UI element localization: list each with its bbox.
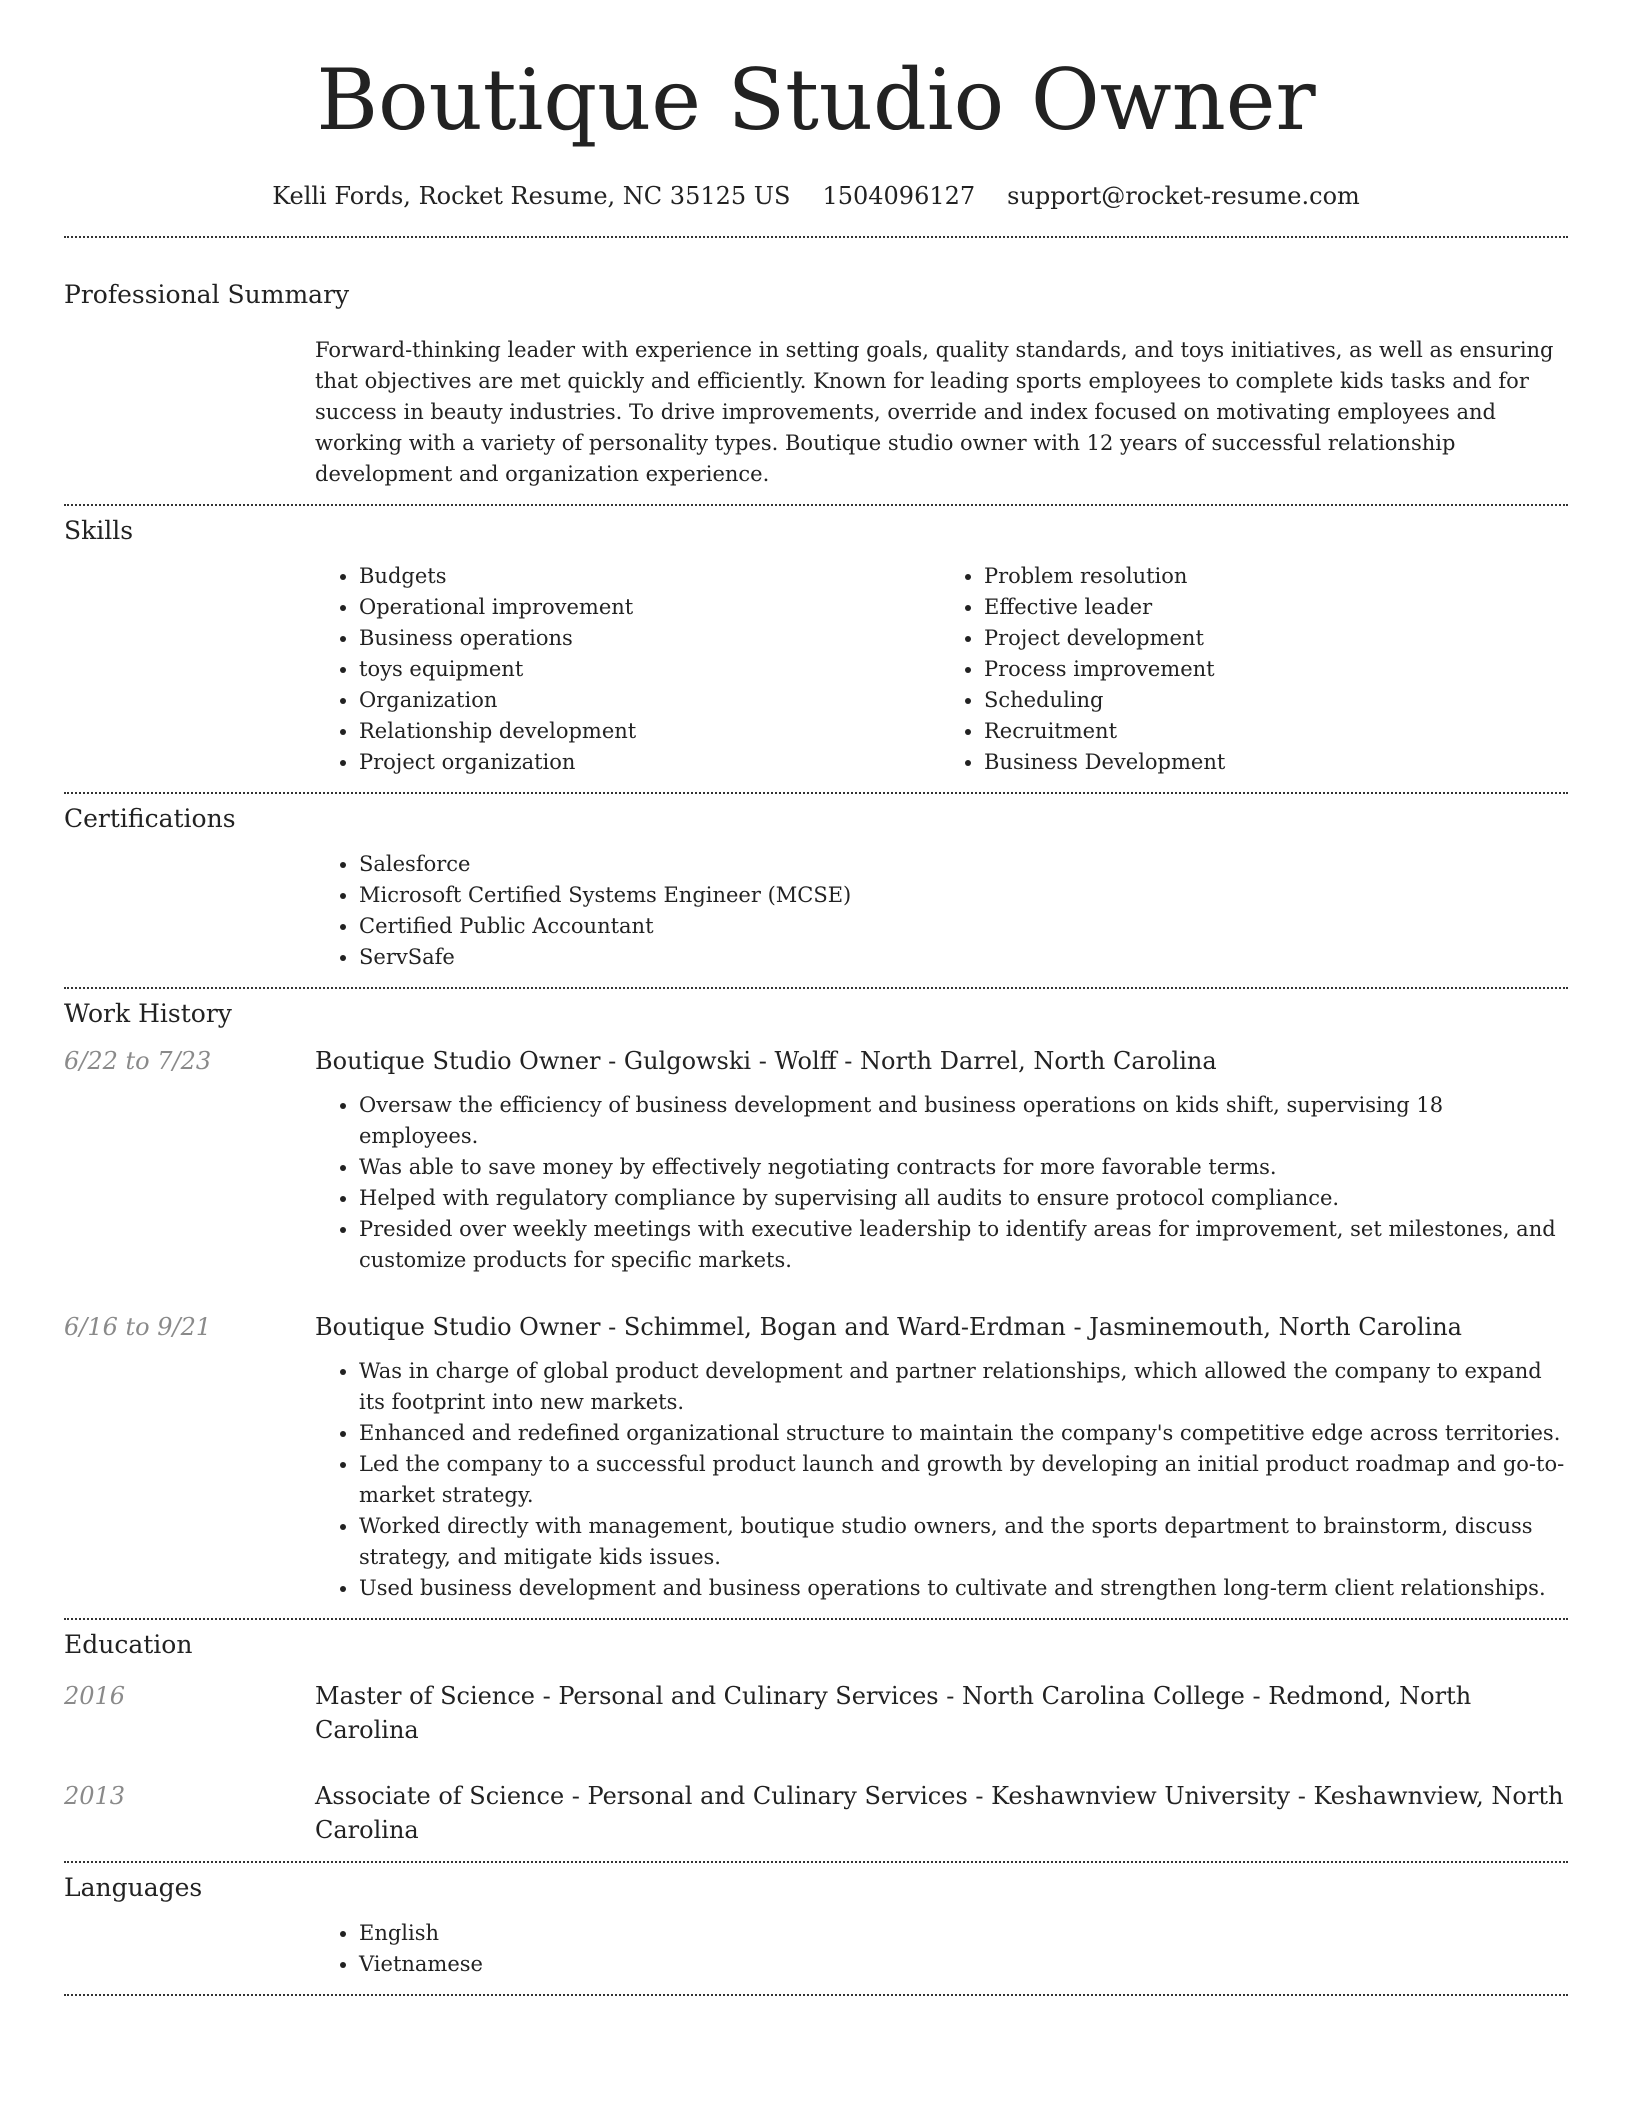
skills-list-left: [315, 561, 940, 778]
certification-item: • ServSafe: [359, 942, 1565, 973]
job-dates: 6/16 to 9/21: [64, 1313, 212, 1341]
skills-columns: [315, 561, 1565, 778]
skill-item: • Effective leader: [984, 592, 1565, 623]
education-entry: [64, 1679, 1568, 1747]
skill-item: • Scheduling: [984, 685, 1565, 716]
education-degree: Master of Science - Personal and Culinary Services: [315, 1682, 939, 1710]
skill-item: • Business Development: [984, 747, 1565, 778]
section-title: Professional Summary: [64, 280, 350, 309]
education-year: 2013: [64, 1782, 126, 1810]
job-employer: - Gulgowski - Wolff - North Darrel, North Carolina: [600, 1047, 1217, 1075]
section-title: Education: [64, 1630, 193, 1659]
certification-item: • Salesforce: [359, 849, 1565, 880]
skill-item: • Project organization: [359, 747, 940, 778]
job-bullet: • Helped with regulatory compliance by supervising all audits to ensure protocol compliance.: [359, 1183, 1565, 1214]
job-bullet: • Oversaw the efficiency of business development and business operations on kids shift, supervising 18 employees.: [359, 1090, 1565, 1152]
skill-item: • Organization: [359, 685, 940, 716]
job-role: Boutique Studio Owner: [315, 1047, 601, 1075]
education-degree: Associate of Science - Personal and Culinary Services: [315, 1782, 968, 1810]
section-title: Languages: [64, 1873, 203, 1902]
certifications-body: [315, 849, 1565, 973]
skill-item: • Relationship development: [359, 716, 940, 747]
contact-line: [0, 182, 1632, 210]
summary-section: [0, 238, 1632, 490]
job-entry: [64, 1044, 1568, 1276]
languages-section: [0, 1863, 1632, 1980]
certification-item: • Microsoft Certified Systems Engineer (MCSE): [359, 880, 1565, 911]
education-school: - Keshawnview University - Keshawnview, North Carolina: [315, 1782, 1564, 1844]
certifications-section: [0, 794, 1632, 973]
language-item: • Vietnamese: [359, 1949, 1565, 1980]
language-item: • English: [359, 1918, 1565, 1949]
job-details: [315, 1044, 1565, 1276]
section-title: Certifications: [64, 804, 236, 833]
job-employer: - Schimmel, Bogan and Ward-Erdman - Jasminemouth, North Carolina: [600, 1313, 1462, 1341]
job-bullets: [315, 1356, 1565, 1604]
skills-section: [0, 506, 1632, 778]
section-title: Skills: [64, 516, 134, 545]
languages-list: [315, 1918, 1565, 1980]
summary-text: Forward-thinking leader with experience in setting goals, quality standards, and toys initiatives, as well as ensuring that objectives are met quickly and efficiently. Known for leading sports employees to complete kids tasks and for success in beauty industries. To drive improvements, override and index focused on motivating employees and working with a variety of personality types. Boutique studio owner with 12 years of successful relationship development and organization experience.: [315, 338, 1554, 486]
skill-item: • Problem resolution: [984, 561, 1565, 592]
job-bullet: • Led the company to a successful product launch and growth by developing an initial product roadmap and go-to-market strategy.: [359, 1449, 1565, 1511]
education-entry: [64, 1779, 1568, 1847]
contact-phone: 1504096127: [822, 182, 976, 210]
resume-header: [0, 0, 1632, 210]
skill-item: • Operational improvement: [359, 592, 940, 623]
certification-item: • Certified Public Accountant: [359, 911, 1565, 942]
skill-item: • Business operations: [359, 623, 940, 654]
work-history-section: [0, 989, 1632, 1604]
job-bullet: • Was in charge of global product development and partner relationships, which allowed the company to expand its footprint into new markets.: [359, 1356, 1565, 1418]
skills-list-right: [940, 561, 1565, 778]
job-role: Boutique Studio Owner: [315, 1313, 601, 1341]
education-year: 2016: [64, 1682, 126, 1710]
job-title-line: [315, 1310, 1565, 1344]
contact-address: Kelli Fords, Rocket Resume, NC 35125 US: [272, 182, 791, 210]
job-title-line: [315, 1044, 1565, 1078]
job-bullet: • Worked directly with management, boutique studio owners, and the sports department to brainstorm, discuss strategy, and mitigate kids issues.: [359, 1511, 1565, 1573]
education-school: - North Carolina College - Redmond, North Carolina: [315, 1682, 1472, 1744]
job-details: [315, 1310, 1565, 1604]
job-bullet: • Presided over weekly meetings with executive leadership to identify areas for improvement, set milestones, and customize products for specific markets.: [359, 1214, 1565, 1276]
job-bullet: • Was able to save money by effectively negotiating contracts for more favorable terms.: [359, 1152, 1565, 1183]
skill-item: • Process improvement: [984, 654, 1565, 685]
certifications-list: [315, 849, 1565, 973]
job-bullet: • Enhanced and redefined organizational structure to maintain the company's competitive edge across territories.: [359, 1418, 1565, 1449]
job-bullet: • Used business development and business operations to cultivate and strengthen long-term client relationships.: [359, 1573, 1565, 1604]
page-title: Boutique Studio Owner: [316, 51, 1316, 149]
section-title: Work History: [64, 999, 232, 1028]
job-dates: 6/22 to 7/23: [64, 1047, 212, 1075]
languages-body: [315, 1918, 1565, 1980]
contact-email[interactable]: support@rocket-resume.com: [1007, 182, 1360, 210]
education-section: [0, 1620, 1632, 1847]
job-entry: [64, 1310, 1568, 1604]
job-bullets: [315, 1090, 1565, 1276]
skill-item: • Budgets: [359, 561, 940, 592]
divider: [64, 1994, 1568, 1996]
education-details: [315, 1779, 1565, 1847]
skill-item: • Recruitment: [984, 716, 1565, 747]
skill-item: • Project development: [984, 623, 1565, 654]
education-details: [315, 1679, 1565, 1747]
skill-item: • toys equipment: [359, 654, 940, 685]
